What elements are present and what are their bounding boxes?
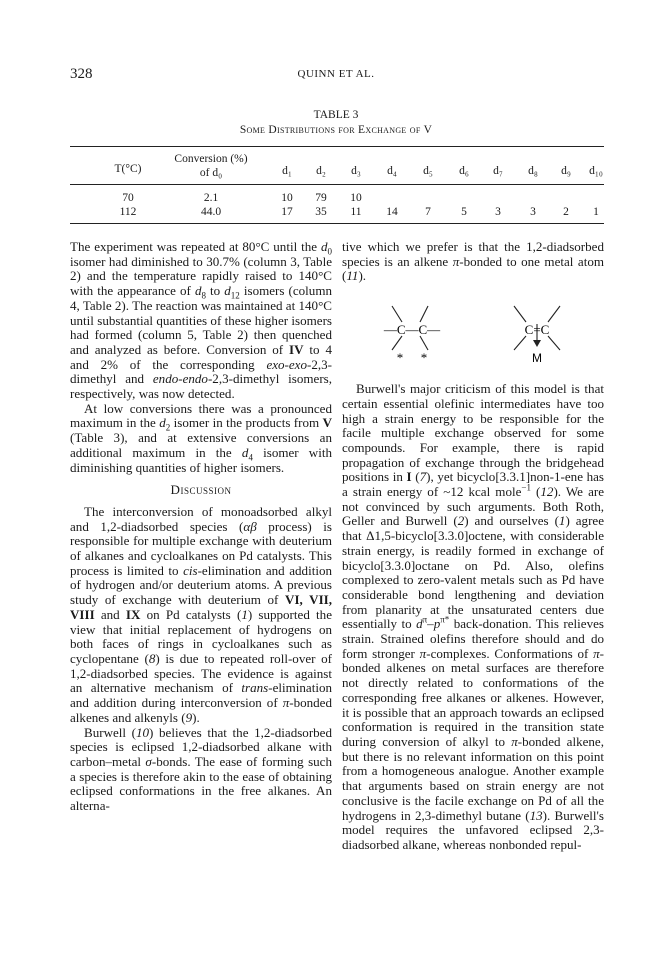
section-heading: Discussion — [170, 482, 232, 498]
table-header-rule — [70, 184, 604, 185]
table-cell: 14 — [386, 206, 398, 218]
table-header-temperature: T(°C) — [114, 163, 142, 175]
table-cell: 112 — [119, 206, 137, 218]
table-cell: 3 — [495, 206, 501, 218]
table-cell: 70 — [122, 192, 134, 204]
table-header-d4: d₄ — [387, 165, 397, 177]
table-cell: 1 — [593, 206, 599, 218]
table-label: TABLE 3 — [313, 109, 359, 121]
table-cell: 44.0 — [200, 206, 222, 218]
table-header-d3: d₃ — [351, 165, 361, 177]
table-caption: Some Distributions for Exchange of V — [239, 124, 433, 136]
table-cell: 2 — [563, 206, 569, 218]
paragraph: Burwell (10) believes that the 1,2-diadsorbed species is eclipsed 1,2-diadsorbed alkane with carbon–metal σ-bonds. The ease of forming such a species is therefore akin to the ease of obtaining eclipsed conformations in the free alkanes. An alterna- — [70, 724, 333, 814]
table-header-d5: d₅ — [423, 165, 433, 177]
table-header-d7: d₇ — [493, 165, 503, 177]
table-cell: 79 — [315, 192, 327, 204]
paragraph: The experiment was repeated at 80°C until the $d_0$ isomer had diminished to 30.7% (column 3, Table 2) and the temperature rapidly raised to 140°C with the appearance of $d_8$ to $d_{12}$ isomers (column 4, Table 2). The reaction was maintained at 140°C until substantial quantities of these higher isomers had formed (column 5, Table 2) then quenched and analyzed as before. Conversion of IV to 4 and 2% of the corresponding exo-exo-2,3-dimethyl and endo-endo-2,3-dimethyl isomers, respectively, was now detected. — [70, 239, 333, 402]
page-number: 328 — [70, 66, 93, 82]
table-cell: 2.1 — [203, 192, 219, 204]
table-bottom-rule — [70, 223, 604, 224]
paragraph: At low conversions there was a pronounced maximum in the $d_2$ isomer in the products from V (Table 3), and at extensive conversions an additional maximum in the $d_4$ isomer with diminishing quantities of higher isomers. — [70, 400, 333, 475]
table-header-d6: d₆ — [459, 165, 469, 177]
paragraph: Burwell's major criticism of this model is that certain essential olefinic intermediates have too high a strain energy to be responsible for the facile multiple exchange observed for some compounds. For example, there is rapid propagation of exchange through the bridgehead positions in I (7), yet bicyclo[3.3.1]non-1-ene has a strain energy of ~12 kcal mole$^{-1}$ (12). We are not convinced by such arguments. Both Roth, Geller and Burwell (2) and ourselves (1) agree that Δ1,5-bicyclo[3.3.0]octene, with considerable strain energy, is readily formed in exchange of bicyclo[3.3.0]octane on Pd. Also, olefins complexed to zero-valent metals such as Pd have considerable bond lengthening and deviation from planarity at the unsaturated centers due essentially to $d^\pi-p^{\pi*}$ back-donation. This relieves strain. Strained olefins therefore should and do form stronger π-complexes. Conformations of π-bonded alkenes on metal surfaces are therefore not directly related to conformations of the corresponding free alkanes or alkenes. However, it is possible that an approach towards an eclipsed conformation is required in the transition state during conversion of alkyl to π-bonded alkene, but there is no relevant information on this point from a homogeneous analogue. Another example that arguments based on strain energy are not conclusive is the facile exchange on Pd of all the hydrogens in 2,3-dimethyl butane (13). Burwell's model requires the unfavored eclipsed 2,3-diadsorbed alkane, whereas nonbonded repul- — [342, 381, 605, 852]
star-mark: * — [420, 350, 428, 366]
alkene-label: C=C — [524, 322, 550, 338]
paragraph: The interconversion of monoadsorbed alkyl and 1,2-diadsorbed species (αβ process) is responsible for multiple exchange with deuterium of alkanes and cycloalkanes on Pd catalysts. This process is limited to cis-elimination and addition of hydrogen and/or deuterium atoms. A previous study of exchange with deuterium of VI, VII, VIII and IX on Pd catalysts (1) supported the view that initial replacement of hydrogens on both faces of rings in cycloalkanes such as cyclopentane (8) is due to repeated roll-over of 1,2-diadsorbed species. The evidence is against an alternative mechanism of trans-elimination and addition during interconversion of π-bonded alkenes and alkenyls (9). — [70, 503, 333, 725]
table-cell: 35 — [315, 206, 327, 218]
table-cell: 11 — [350, 206, 362, 218]
running-head: QUINN ET AL. — [297, 68, 375, 80]
table-header-d1: d₁ — [282, 165, 292, 177]
metal-label: M — [532, 351, 542, 366]
table-header-d2: d₂ — [316, 165, 326, 177]
table-header-d9: d₉ — [561, 165, 571, 177]
table-cell: 10 — [350, 192, 362, 204]
paragraph: tive which we prefer is that the 1,2-diadsorbed species is an alkene π-bonded to one metal atom (11). — [342, 239, 604, 284]
table-header-conversion: Conversion (%) — [174, 153, 248, 165]
table-header-conversion-sub: of d₀ — [199, 167, 223, 179]
table-header-d8: d₈ — [528, 165, 538, 177]
table-cell: 7 — [425, 206, 431, 218]
table-cell: 3 — [530, 206, 536, 218]
alkane-label: —C—C— — [383, 322, 441, 338]
diadsorbed-species-structures — [342, 284, 604, 382]
right-column — [342, 240, 604, 853]
structure-figure — [342, 284, 604, 382]
table-top-rule — [70, 146, 604, 147]
table-cell: 17 — [281, 206, 293, 218]
table-header-d10: d₁₀ — [589, 165, 603, 177]
left-column — [70, 240, 332, 814]
table-cell: 10 — [281, 192, 293, 204]
table-cell: 5 — [461, 206, 467, 218]
star-mark: * — [396, 350, 404, 366]
